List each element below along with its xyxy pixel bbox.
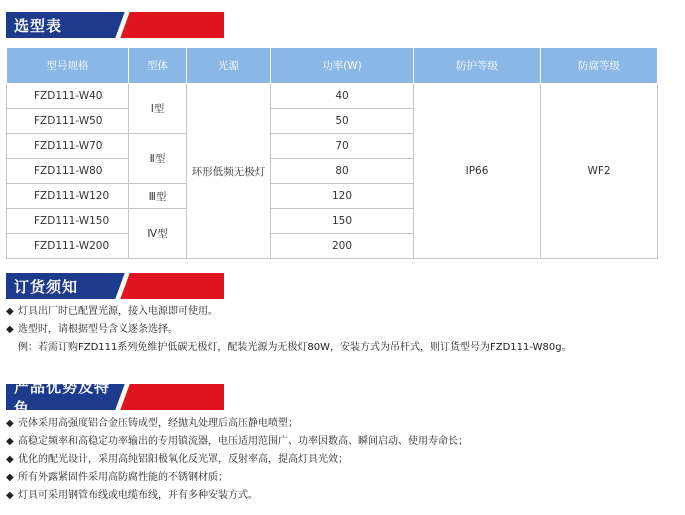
diamond-bullet-icon: ◆ — [6, 490, 14, 501]
table-header-row — [7, 48, 658, 84]
power-cell: 80 — [271, 159, 414, 184]
list-item: ◆ 选型时，请根据型号含义逐条选择。 — [6, 321, 572, 339]
power-cell: 150 — [271, 209, 414, 234]
model-cell: FZD111-W50 — [7, 109, 129, 134]
header-protection: 防护等级 — [414, 48, 541, 84]
section-title: 订货须知 — [6, 273, 112, 299]
power-cell: 50 — [271, 109, 414, 134]
ordering-notes — [6, 303, 572, 357]
model-cell: FZD111-W120 — [7, 184, 129, 209]
section-title: 选型表 — [6, 12, 112, 38]
list-item: ◆ 高稳定频率和高稳定功率输出的专用镇流器，电压适用范围广、功率因数高、瞬间启动、使用寿命长； — [6, 433, 468, 451]
model-cell: FZD111-W150 — [7, 209, 129, 234]
power-cell: 40 — [271, 84, 414, 109]
type-cell: Ⅲ型 — [129, 184, 187, 209]
model-cell: FZD111-W40 — [7, 84, 129, 109]
header-light-source: 光源 — [187, 48, 271, 84]
list-item: ◆ 壳体采用高强度铝合金压铸成型，经抛丸处理后高压静电喷塑； — [6, 415, 468, 433]
power-cell: 70 — [271, 134, 414, 159]
table-row — [7, 84, 658, 109]
type-cell: Ⅰ型 — [129, 84, 187, 134]
feature-list — [6, 415, 468, 505]
model-cell: FZD111-W200 — [7, 234, 129, 259]
section-title: 产品优势及特色 — [6, 384, 112, 410]
diamond-bullet-icon: ◆ — [6, 472, 14, 483]
header-model: 型号规格 — [7, 48, 129, 84]
list-item: ◆ 优化的配光设计，采用高纯铝阳极氧化反光罩，反射率高，提高灯具光效； — [6, 451, 468, 469]
protection-cell: IP66 — [414, 84, 541, 259]
header-type: 型体 — [129, 48, 187, 84]
type-cell: Ⅱ型 — [129, 134, 187, 184]
diamond-bullet-icon: ◆ — [6, 436, 14, 447]
type-cell: Ⅳ型 — [129, 209, 187, 259]
diamond-bullet-icon: ◆ — [6, 324, 14, 335]
model-cell: FZD111-W70 — [7, 134, 129, 159]
section-header-ordering — [6, 273, 224, 299]
model-cell: FZD111-W80 — [7, 159, 129, 184]
light-source-cell: 环形低频无极灯 — [187, 84, 271, 259]
list-item: ◆ 所有外露紧固件采用高防腐性能的不锈钢材质； — [6, 469, 468, 487]
diamond-bullet-icon: ◆ — [6, 306, 14, 317]
list-item: ◆ 灯具可采用钢管布线或电缆布线，并有多种安装方式。 — [6, 487, 468, 505]
header-stripe — [112, 12, 224, 38]
anticorrosion-cell: WF2 — [541, 84, 658, 259]
header-power: 功率(W) — [271, 48, 414, 84]
power-cell: 200 — [271, 234, 414, 259]
section-header-selection — [6, 12, 224, 38]
selection-table — [6, 47, 658, 259]
diamond-bullet-icon: ◆ — [6, 454, 14, 465]
header-anticorrosion: 防腐等级 — [541, 48, 658, 84]
list-item: ◆ 灯具出厂时已配置光源，接入电源即可使用。 — [6, 303, 572, 321]
header-stripe — [112, 384, 224, 410]
diamond-bullet-icon: ◆ — [6, 418, 14, 429]
section-header-features — [6, 378, 224, 417]
power-cell: 120 — [271, 184, 414, 209]
header-stripe — [112, 273, 224, 299]
ordering-example: 例：若需订购FZD111系列免维护低碳无极灯，配装光源为无极灯80W，安装方式为吊杆式，则订货型号为FZD111-W80g。 — [18, 342, 572, 353]
